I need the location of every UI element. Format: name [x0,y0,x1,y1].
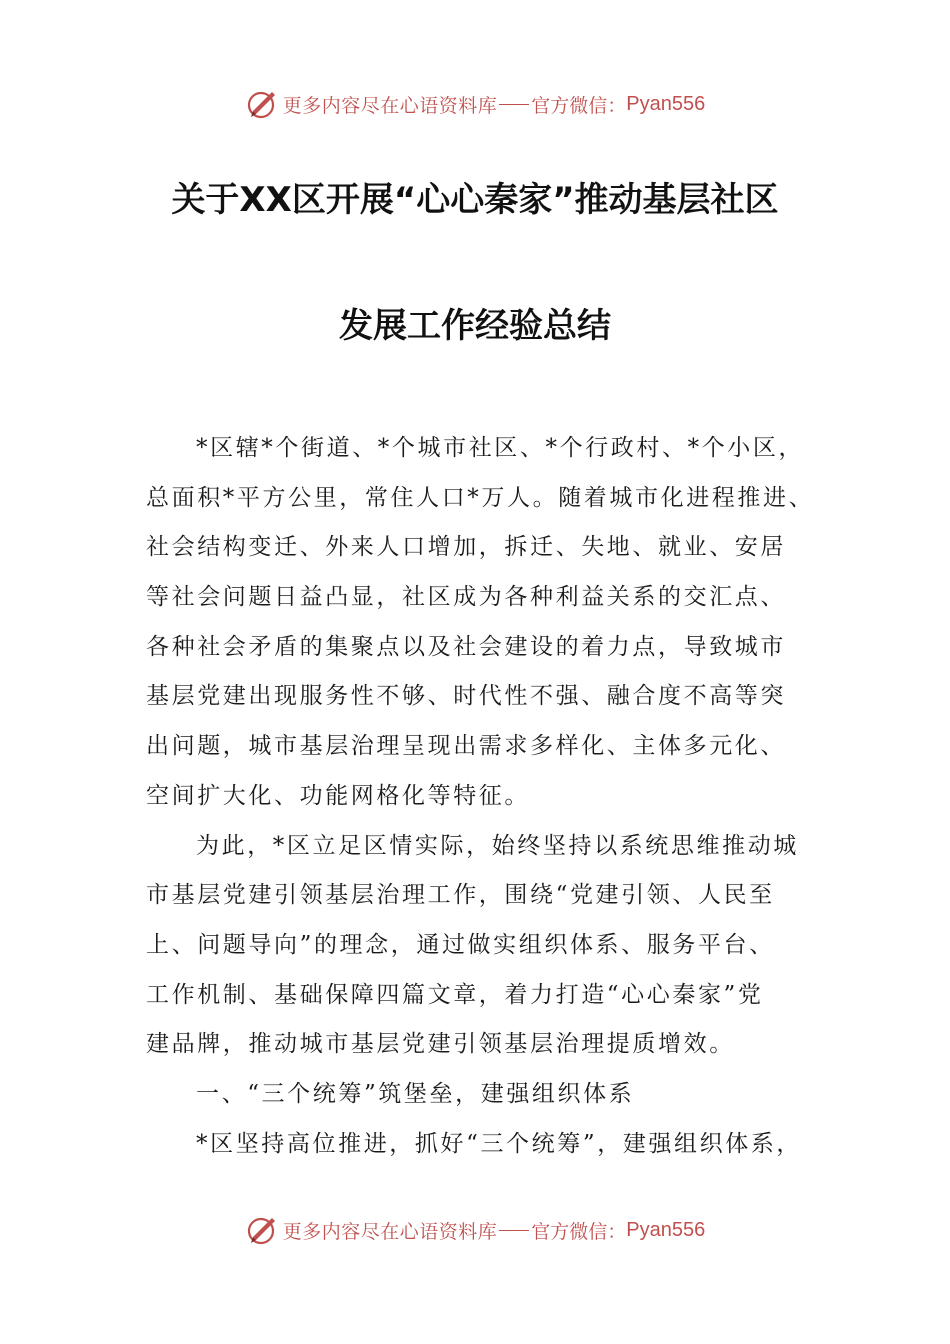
watermark-banner-bottom [0,1210,950,1250]
text-line: *区辖*个街道、*个城市社区、*个行政村、*个小区， [196,435,805,461]
section-heading: 一、“三个统筹”筑堡垒，建强组织体系 [196,1080,635,1107]
watermark-wechat-id: Pyan556 [626,92,706,115]
document-title-line-1: 关于XX区开展“心心秦家”推动基层社区 [171,180,779,220]
text-line: 空间扩大化、功能网格化等特征。 [146,782,530,809]
text-line: 工作机制、基础保障四篇文章，着力打造“心心秦家”党 [146,981,764,1008]
text-line: 建品牌，推动城市基层党建引领基层治理提质增效。 [146,1031,735,1058]
watermark-text: 更多内容尽在心语资料库 [282,94,498,117]
text-line: 各种社会矛盾的集聚点以及社会建设的着力点，导致城市 [146,633,786,660]
text-line: 基层党建出现服务性不够、时代性不强、融合度不高等突 [146,683,786,710]
text-line: 为此，*区立足区情实际，始终坚持以系统思维推动城 [196,832,799,859]
text-line: 等社会问题日益凸显，社区成为各种利益关系的交汇点、 [146,584,786,611]
text-line: 总面积*平方公里，常住人口*万人。随着城市化进程推进、 [146,484,815,511]
pen-circle-logo-icon [245,87,279,121]
text-line: *区坚持高位推进，抓好“三个统筹”，建强组织体系， [196,1130,803,1157]
document-body [146,428,826,1173]
text-line: 社会结构变迁、外来人口增加，拆迁、失地、就业、安居 [146,534,786,561]
watermark-wechat-id: Pyan556 [626,1218,706,1241]
pen-circle-logo-icon [245,1213,279,1247]
text-line: 出问题，城市基层治理呈现出需求多样化、主体多元化、 [146,733,786,760]
watermark-wechat-label: 官方微信： [531,1220,627,1243]
text-line: 上、问题导向”的理念，通过做实组织体系、服务平台、 [146,931,775,958]
watermark-banner-top [0,84,950,124]
watermark-dash [499,104,529,105]
document-title-line-2: 发展工作经验总结 [339,306,611,346]
watermark-text: 更多内容尽在心语资料库 [282,1220,498,1243]
watermark-wechat-label: 官方微信： [531,94,627,117]
watermark-dash [499,1230,529,1231]
text-line: 市基层党建引领基层治理工作，围绕“党建引领、人民至 [146,882,775,909]
